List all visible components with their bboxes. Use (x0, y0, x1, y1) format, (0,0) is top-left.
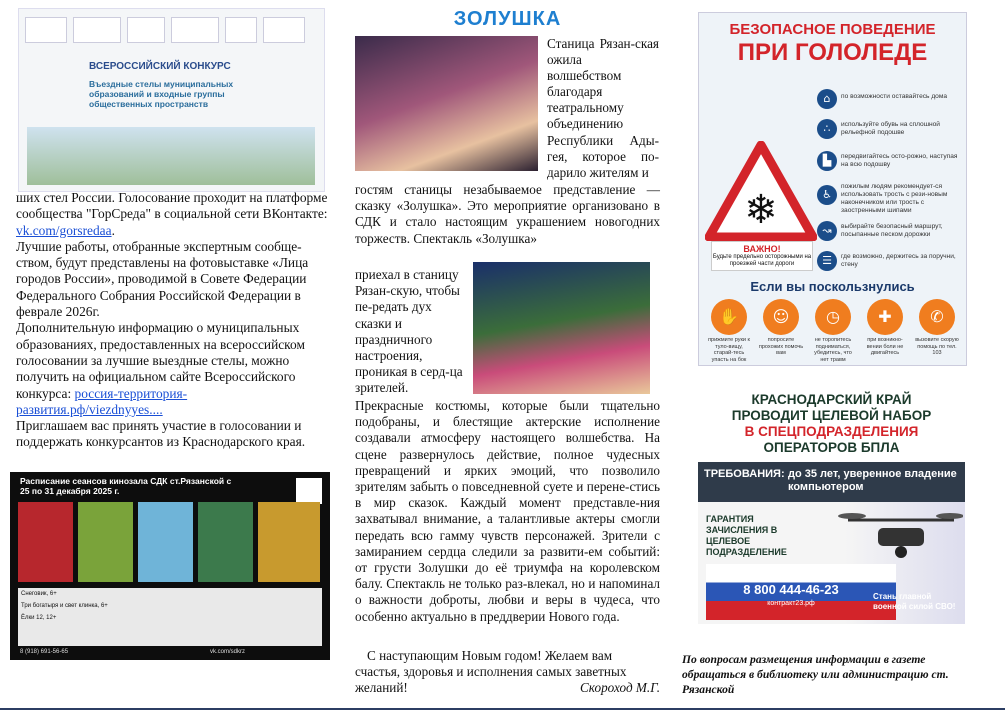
logo-domrf (127, 17, 165, 43)
tip-3: передвигайтесь осто-рожно, наступая на всю подошву (841, 153, 958, 168)
author: Скороход М.Г. (580, 680, 660, 696)
people-icon: ☺ (763, 299, 799, 335)
logo-center (171, 17, 219, 43)
ice-title-1: БЕЗОПАСНОЕ ПОВЕДЕНИЕ (729, 21, 936, 38)
action-4: при возникно-вении боли не двигайтесь (866, 337, 904, 356)
drone-line-2: ПРОВОДИТ ЦЕЛЕВОЙ НАБОР (731, 408, 932, 423)
bottom-rule (0, 708, 1005, 710)
banner-subheading: Въездные стелы муниципальных образований и входные группы общественных пространств (89, 79, 234, 109)
elderly-cane-icon: ♿ (817, 185, 837, 205)
cinema-schedule-poster (10, 472, 330, 660)
stela-photos (27, 127, 315, 185)
banner-heading: ВСЕРОССИЙСКИЙ КОНКУРС (89, 61, 231, 72)
cinema-title: Расписание сеансов кинозала СДК ст.Рязанской с 25 по 31 декабря 2025 г. (20, 476, 232, 496)
handrail-icon: ☰ (817, 251, 837, 271)
logo-art (263, 17, 305, 43)
article-lead: Станица Рязан-ская ожила волшебством благодаря театральному объединению Республики Ады-гея, которое по-дарило жителям и (547, 36, 659, 180)
schedule-table (18, 588, 322, 646)
tip-1: по возможности оставайтесь дома (841, 93, 948, 100)
drone-site: контракт23.рф (767, 600, 815, 607)
requirements-band (698, 462, 965, 502)
contest-site-link[interactable]: россия-территория-развития.рф/viezdnyyes.... (16, 385, 188, 417)
arms-icon: ✋ (711, 299, 747, 335)
article-ending (355, 648, 660, 697)
footnote: По вопросам размещения информации в газете обращаться в библиотеку или администрацию ст. Рязанской (682, 653, 949, 696)
schedule-row-1: Снеговик, 6+ (21, 591, 57, 597)
vk-link[interactable]: vk.com/gorsredaa (16, 222, 112, 238)
svg-text:❄: ❄ (744, 187, 778, 233)
tip-5: выбирайте безопасный маршрут, посыпанные песком дорожки (841, 223, 943, 238)
article-photo-2 (473, 262, 650, 394)
drone-recruitment-poster (698, 372, 965, 624)
warning-text: Будьте предельно осторожными на проезжей части дороги (712, 254, 812, 267)
schedule-row-2: Три богатыря и свет клинка, 6+ (21, 603, 108, 609)
film-poster-1 (18, 502, 73, 582)
drone-line-1: КРАСНОДАРСКИЙ КРАЙ (751, 392, 912, 407)
drone-slogan: Стань главной военной силой СВО! (873, 592, 956, 611)
column-left-text (16, 190, 328, 451)
warning-title: ВАЖНО! (743, 244, 781, 254)
call-label: Звони (777, 568, 805, 578)
article-body: Прекрасные костюмы, которые были тщательно подобраны, и блестящие актерские исполнение создавали атмосферу настоящего волшебства. На сцене развернулось действие, полное чудесных превращений и ярких эмоций, что позволило зрителям забыть о повседневной суете и перене-стись в мир сказок. Каждый момент представле-ния захватывал внимание, а талантливые актеры смогли передать всю гамму чувств персонажей. Зрители с замиранием сердца следили за развити-ем событий: от грусти Золушки до её триумфа на королевском балу. Спектакль не только раз-влекал, но и напоминал о важности доброты, любви и веры в чудеса, что особенно актуально в преддверии Нового года. (355, 398, 660, 624)
drone-phone: 8 800 444-46-23 (743, 582, 839, 597)
house-icon: ⌂ (817, 89, 837, 109)
film-poster-2 (78, 502, 133, 582)
greeting: С наступающим Новым годом! Желаем вам счастья, здоровья и исполнения самых заветных желаний! (355, 648, 627, 696)
action-5: вызовите скорую помощь по тел. 103 (915, 337, 959, 356)
article-wrap: приехал в станицу Рязан-скую, чтобы пе-редать дух сказки и праздничного настроения, проникая в серд-ца зрителей. (355, 267, 463, 396)
info-paragraph: Дополнительную информацию о муниципальных образованиях, предоставленных на всероссийском голосовании за лучшие выездные стелы, можно получить на официальном сайте Всероссийского конкурса: россия-территория-развития.рф/viezdnyyes.... (16, 320, 305, 417)
vote-paragraph: ших стел России. Голосование проходит на платформе сообщества "ГорСреда" в социальной сети ВКонтакте: vk.com/gorsredaa. (16, 190, 328, 238)
drone-line-4: ОПЕРАТОРОВ БПЛА (763, 440, 900, 455)
footprints-icon: ∴ (817, 119, 837, 139)
clock-icon: ◷ (815, 299, 851, 335)
action-1: прижмите руки к туло-вищу, старай-тесь упасть на бок (708, 337, 750, 363)
qr-code (296, 478, 322, 504)
phone-icon: ✆ (919, 299, 955, 335)
film-poster-4 (198, 502, 253, 582)
logo-ministry (25, 17, 67, 43)
drone-icon (838, 506, 963, 566)
tip-4: пожилым людям рекомендует-ся использовать трость с рези-новым наконечником или трость с заостренными шипами (841, 183, 948, 214)
req-text: до 35 лет, уверенное владение компьютером (788, 468, 957, 493)
guarantee: ГАРАНТИЯ ЗАЧИСЛЕНИЯ В ЦЕЛЕВОЕ ПОДРАЗДЕЛЕНИЕ (706, 514, 787, 557)
ice-safety-poster (698, 12, 967, 366)
article-mid: гостям станицы незабываемое представление — сказку «Золушка». Это мероприятие организовано в СДК и стало настоящим украшением новогодних торжеств. Спектакль «Золушка» (355, 182, 660, 246)
boot-icon: ▙ (817, 151, 837, 171)
contest-banner (18, 8, 325, 192)
logo-gorsreda (73, 17, 121, 43)
action-3: не торопитесь подниматься, убедитесь, что нет травм (814, 337, 852, 363)
slip-subtitle: Если вы поскользнулись (750, 279, 915, 294)
warning-box (711, 241, 813, 271)
req-label: ТРЕБОВАНИЯ: (704, 468, 785, 480)
pain-icon: ✚ (867, 299, 903, 335)
film-poster-3 (138, 502, 193, 582)
route-icon: ↝ (817, 221, 837, 241)
schedule-row-3: Ёлки 12, 12+ (21, 615, 57, 621)
film-poster-5 (258, 502, 320, 582)
article-title: ЗОЛУШКА (453, 8, 562, 30)
drone-lower (698, 502, 965, 624)
cinema-phone: 8 (918) 691-56-65 (20, 649, 69, 655)
exhibit-paragraph: Лучшие работы, отобранные экспертным сообще-ством, будут представлены на фотовыставке «Лица городов России», проводимой в Совете Федерации Федерального Собрания Российской Федерации в феврале 2026г. (16, 238, 309, 320)
cinema-vk: vk.com/sdkrz (210, 649, 246, 655)
logo-region (225, 17, 257, 43)
article-photo-1 (355, 36, 538, 171)
action-2: попросите прохожих помочь вам (758, 337, 804, 356)
partner-logos (25, 15, 318, 45)
tip-6: где возможно, держитесь за поручни, стену (841, 253, 956, 268)
tip-2: используйте обувь на сплошной рельефной подошве (841, 121, 940, 136)
ice-title-2: ПРИ ГОЛОЛЕДЕ (737, 39, 928, 66)
invite-paragraph: Приглашаем вас принять участие в голосовании и поддержать конкурсантов из Краснодарского края. (16, 418, 306, 450)
drone-line-3: В СПЕЦПОДРАЗДЕЛЕНИЯ (744, 424, 919, 439)
warning-triangle-icon (705, 141, 817, 241)
